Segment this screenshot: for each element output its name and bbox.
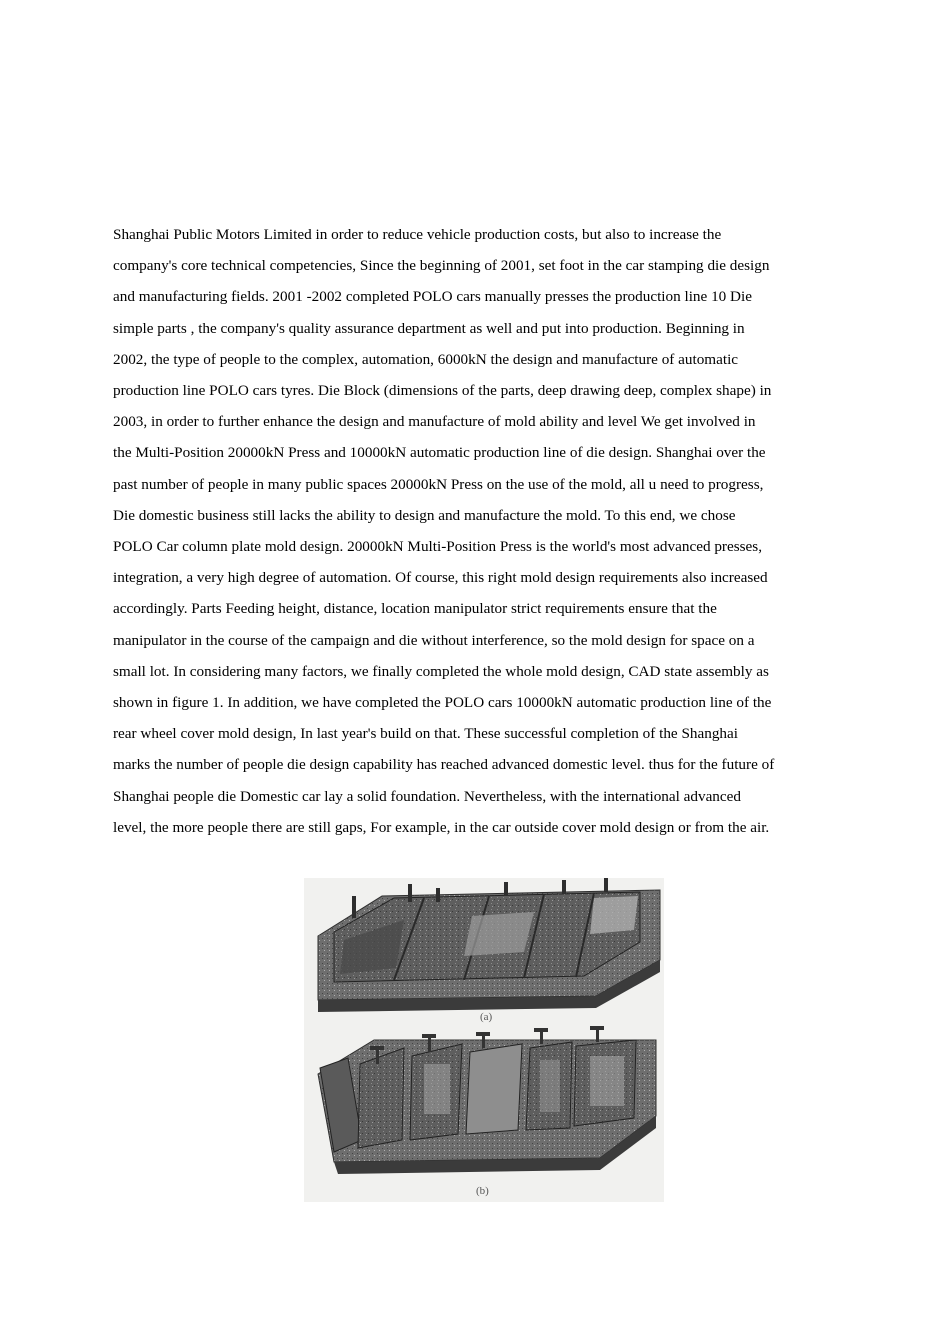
paragraph-line: and manufacturing fields. 2001 -2002 completed POLO cars manually presses the production line 10 Die bbox=[113, 288, 752, 306]
paragraph-line: POLO Car column plate mold design. 20000kN Multi-Position Press is the world's most advanced presses, bbox=[113, 538, 762, 556]
paragraph-line: Shanghai Public Motors Limited in order to reduce vehicle production costs, but also to increase the bbox=[113, 226, 722, 243]
paragraph-line: the Multi-Position 20000kN Press and 10000kN automatic production line of die design. Shanghai over the bbox=[113, 444, 766, 462]
figure-caption-b: (b) bbox=[476, 1185, 489, 1197]
paragraph-line: Shanghai people die Domestic car lay a solid foundation. Nevertheless, with the international advanced bbox=[113, 787, 741, 805]
mold-assembly-figure bbox=[304, 878, 664, 1202]
paragraph-line: past number of people in many public spaces 20000kN Press on the use of the mold, all u need to progress, bbox=[113, 475, 764, 493]
paragraph-line: manipulator in the course of the campaign and die without interference, so the mold design for space on a bbox=[113, 631, 755, 649]
paragraph-line: accordingly. Parts Feeding height, distance, location manipulator strict requirements ensure that the bbox=[113, 600, 717, 618]
paragraph-line: small lot. In considering many factors, we finally completed the whole mold design, CAD state assembly as bbox=[113, 662, 769, 680]
figure-caption-a: (a) bbox=[480, 1011, 493, 1023]
paragraph-line: simple parts , the company's quality assurance department as well and put into production. Beginning in bbox=[113, 319, 745, 337]
paragraph-line: level, the more people there are still gaps, For example, in the car outside cover mold design or from the air. bbox=[113, 818, 770, 836]
paragraph-line: production line POLO cars tyres. Die Block (dimensions of the parts, deep drawing deep, complex shape) in bbox=[113, 382, 772, 400]
die-assembly-b-image bbox=[318, 1026, 656, 1174]
paragraph-line: Die domestic business still lacks the ability to design and manufacture the mold. To this end, we chose bbox=[113, 506, 736, 524]
paragraph-line: shown in figure 1. In addition, we have completed the POLO cars 10000kN automatic production line of the bbox=[113, 694, 772, 712]
paragraph-line: marks the number of people die design capability has reached advanced domestic level. thus for the future of bbox=[113, 756, 775, 774]
paragraph-line: integration, a very high degree of automation. Of course, this right mold design requirements also increased bbox=[113, 569, 768, 587]
paragraph-line: company's core technical competencies, Since the beginning of 2001, set foot in the car stamping die design bbox=[113, 257, 770, 275]
die-assembly-a-image bbox=[318, 878, 660, 1012]
paragraph-line: 2002, the type of people to the complex, automation, 6000kN the design and manufacture of automatic bbox=[113, 350, 739, 368]
paragraph-line: rear wheel cover mold design, In last year's build on that. These successful completion of the Shanghai bbox=[113, 725, 738, 743]
body-paragraph bbox=[113, 219, 845, 843]
paragraph-line: 2003, in order to further enhance the design and manufacture of mold ability and level We get involved in bbox=[113, 413, 756, 431]
